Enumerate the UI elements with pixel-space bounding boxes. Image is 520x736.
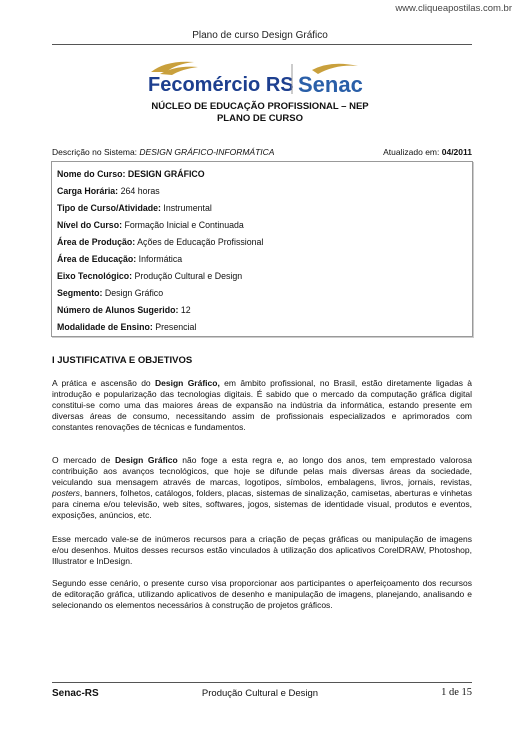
plan-title: PLANO DE CURSO — [216, 113, 304, 124]
desc-label: Descrição no Sistema: — [52, 147, 140, 157]
nep-title: NÚCLEO DE EDUCAÇÃO PROFISSIONAL – NEP — [151, 101, 369, 112]
fecomercio-senac-logo — [146, 58, 376, 96]
description-row — [52, 147, 472, 157]
course-row: Área de Educação: Informática — [57, 254, 183, 264]
nep-header — [0, 101, 520, 125]
course-row: Área de Produção: Ações de Educação Profissional — [57, 237, 264, 247]
document-title: Plano de curso Design Gráfico — [192, 30, 328, 41]
page-number: 1 de 15 — [441, 687, 472, 698]
paragraph-2: O mercado de Design Gráfico não foge a esta regra e, ao longo dos anos, tem emprestado valorosa contribuição aos avanços tecnológicos, que hoje se difunde pelas mais diversas áreas da sociedade, veiculando sua mensagem através de marcas, logotipos, símbolos, embalagens, livros, jornais, revistas, posters, banners, folhetos, catálogos, folders, placas, sistemas de sinalização, camisetas, aberturas e vinhetas para cinema e/ou televisão, web sites, softwares, jogos, sistemas de identidade visual, produtos e eventos, exposições, anúncios, etc. — [52, 455, 472, 520]
senac-wordmark: Senac — [298, 72, 363, 96]
course-row: Segmento: Design Gráfico — [57, 288, 164, 298]
course-row: Número de Alunos Sugerido: 12 — [57, 305, 191, 315]
top-divider — [52, 44, 472, 45]
updated-label: Atualizado em: — [383, 147, 442, 157]
course-row: Eixo Tecnológico: Produção Cultural e Design — [57, 271, 243, 281]
fecomercio-wordmark: Fecomércio RS — [148, 74, 294, 96]
watermark: www.cliqueapostilas.com.br — [395, 3, 512, 14]
course-row: Modalidade de Ensino: Presencial — [57, 322, 197, 332]
footer-org: Senac-RS — [52, 688, 99, 699]
course-row: Nome do Curso: DESIGN GRÁFICO — [57, 169, 205, 179]
section-title: I JUSTIFICATIVA E OBJETIVOS — [52, 355, 193, 366]
bottom-divider — [52, 682, 472, 683]
updated-info — [383, 147, 472, 157]
course-row: Tipo de Curso/Atividade: Instrumental — [57, 203, 212, 213]
course-info-box — [51, 161, 473, 337]
paragraph-4: Segundo esse cenário, o presente curso visa proporcionar aos participantes o aperfeiçoamento dos recursos de editoração gráfica, utilizando aplicativos de desenho e manipulação de imagens, planejando, analisando e selecionando os elementos necessários à construção de projetos gráficos. — [52, 578, 472, 610]
course-row: Nível do Curso: Formação Inicial e Continuada — [57, 220, 244, 230]
course-row: Carga Horária: 264 horas — [57, 186, 160, 196]
desc-value: DESIGN GRÁFICO-INFORMÁTICA — [139, 147, 275, 157]
paragraph-3: Esse mercado vale-se de inúmeros recursos para a criação de peças gráficas ou manipulação de imagens e/ou desenhos. Muitos desses recursos estão vinculados à utilização dos aplicativos CorelDRAW, Photoshop, Illustrator e InDesign. — [52, 534, 472, 566]
updated-value: 04/2011 — [441, 147, 472, 157]
paragraph-1: A prática e ascensão do Design Gráfico, em âmbito profissional, no Brasil, estão diretamente ligadas à introdução e popularização das tecnologias digitais. É sabido que o mercado da computação gráfica digital constitui-se como uma das maiores áreas de expansão na indústria da informática, estando presente em diversas áreas de consumo, necessitando assim de profissionais especializados e aprimorados com constantes renovações de técnicas e fundamentos. — [52, 378, 473, 432]
footer-center: Produção Cultural e Design — [201, 688, 319, 699]
